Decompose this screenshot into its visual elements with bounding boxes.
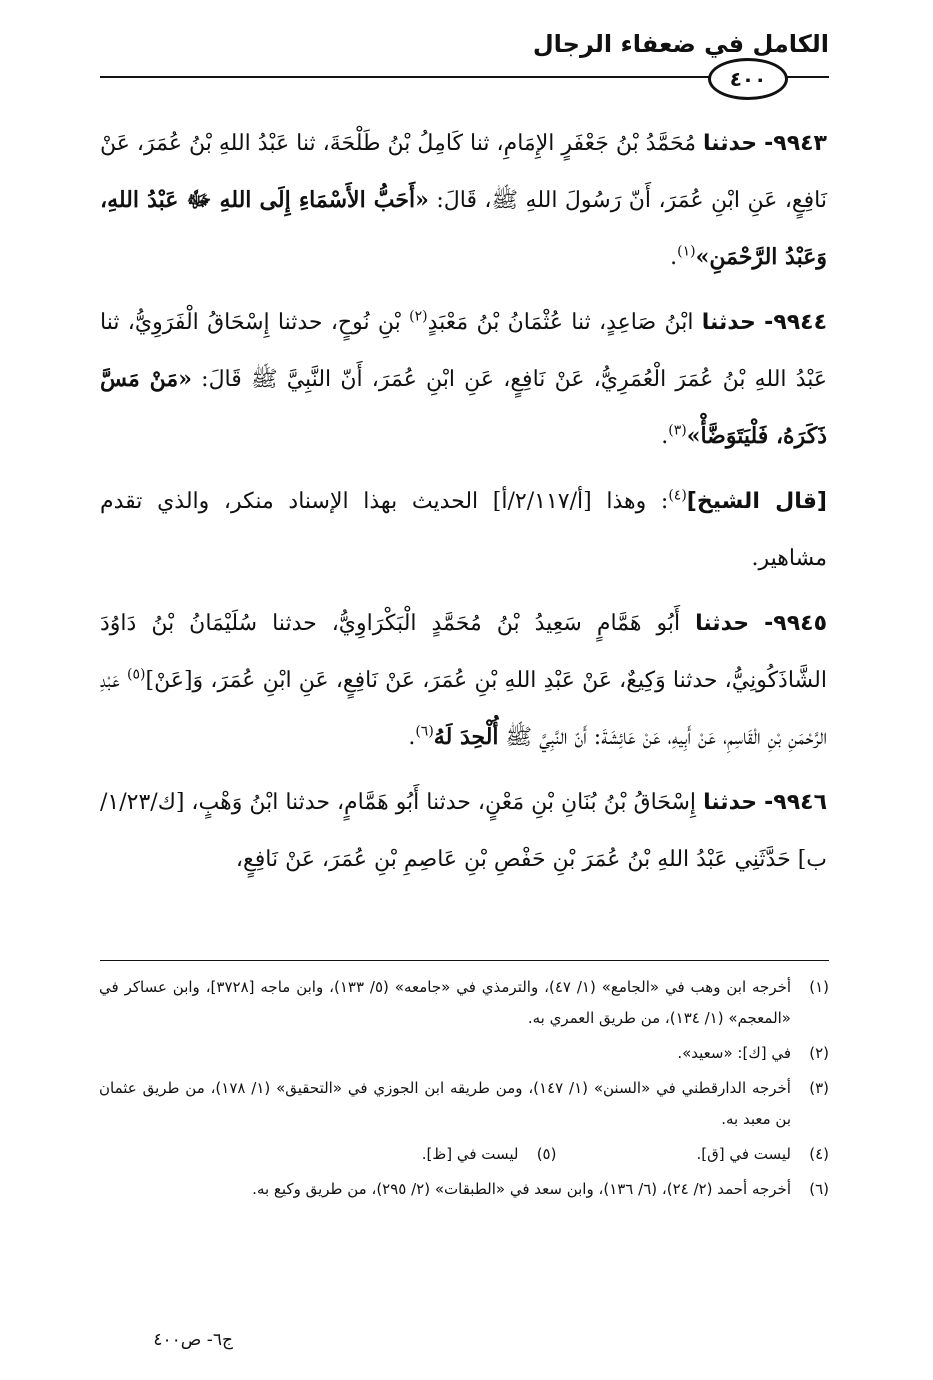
footnote-text: أخرجه أحمد (٢/ ٢٤)، (٦/ ١٣٦)، وابن سعد في «الطبقات» (٢/ ٢٩٥)، من طريق وكيع به.	[252, 1180, 791, 1198]
hadith-9944	[100, 294, 827, 465]
footnote-number: (١)	[809, 978, 829, 996]
shaykh-comment	[100, 473, 827, 587]
footnote-ref: (٤)	[668, 487, 687, 504]
hadith-9943	[100, 115, 827, 286]
footnote-pair	[99, 1139, 829, 1174]
hadith-keyword: حدثنا	[703, 790, 758, 815]
footnote-ref: (٥)	[127, 666, 146, 683]
hadith-quote: «أَحَبُّ الأَسْمَاءِ إِلَى اللهِ ﷻ عَبْدُ اللهِ، وَعَبْدُ الرَّحْمَنِ»	[100, 187, 827, 270]
hadith-matn: أُلْحِدَ لَهُ	[433, 724, 499, 750]
hadith-keyword: حدثنا	[701, 310, 756, 335]
book-title: الكامل في ضعفاء الرجال	[532, 30, 829, 58]
footnote	[99, 1073, 829, 1135]
hadith-chain: ابْنُ صَاعِدٍ، ثنا عُثْمَانُ بْنُ مَعْبَدٍ	[427, 310, 694, 335]
volume-page-signature: ج٦- ص٤٠٠	[153, 1330, 233, 1350]
hadith-keyword: حدثنا	[695, 611, 750, 636]
hadith-keyword: حدثنا	[703, 131, 758, 156]
footnote-text: أخرجه الدارقطني في «السنن» (١/ ١٤٧)، ومن طريقه ابن الجوزي في «التحقيق» (١/ ١٧٨)، من طريق عثمان بن معبد به.	[99, 1079, 791, 1128]
hadith-chain: أَبُو هَمَّامٍ سَعِيدُ بْنُ مُحَمَّدٍ الْبَكْرَاوِيُّ، حدثنا سُلَيْمَانُ بْنُ دَاوُدَ الشَّاذَكُونِيُّ، حدثنا وَكِيعٌ، عَنْ عَبْدِ اللهِ بْنِ عُمَرَ، عَنْ نَافِعٍ، عَنِ ابْنِ عُمَرَ، وَ[عَنْ]	[100, 611, 828, 693]
footnote	[99, 972, 829, 1034]
footnote-number: (٣)	[809, 1079, 829, 1097]
end-mark: .	[408, 725, 416, 750]
hadith-chain-cont: عَبْدِ الرَّحْمَنِ بْنِ الْقَاسِمِ، عَنْ أَبِيهِ، عَنْ عَائِشَةَ: أَنّ النَّبِيَّ ﷺ	[100, 668, 827, 750]
shaykh-label: [قال الشيخ]	[686, 489, 827, 514]
footnote	[99, 1038, 829, 1069]
footnote-number: (٢)	[809, 1044, 829, 1062]
end-mark: .	[670, 245, 678, 270]
footnote-ref: (٢)	[409, 308, 428, 325]
footnote	[99, 1174, 829, 1205]
footnote	[696, 1139, 829, 1170]
footnote-ref: (١)	[677, 243, 696, 260]
hadith-number: ٩٩٤٦-	[764, 790, 828, 815]
shaykh-text: : وهذا [أ/٢/١١٧/أ] الحديث بهذا الإسناد منكر، والذي تقدم مشاهير.	[100, 489, 827, 571]
footnote	[422, 1139, 557, 1170]
footnote-ref: (٣)	[668, 422, 687, 439]
hadith-number: ٩٩٤٣-	[764, 131, 827, 156]
page-number: ٤٠٠	[708, 58, 788, 100]
footnote-number: (٦)	[809, 1180, 829, 1198]
hadith-chain: إِسْحَاقُ بْنُ بُنَانِ بْنِ مَعْنٍ، حدثنا أَبُو هَمَّامٍ، حدثنا ابْنُ وَهْبٍ، [ك/١/٢٣/ب] حَدَّثَنِي عَبْدُ اللهِ بْنُ عُمَرَ بْنِ حَفْصِ بْنِ عَاصِمِ بْنِ عُمَرَ، عَنْ نَافِعٍ،	[100, 790, 827, 872]
hadith-chain-cont: بْنِ نُوحٍ، حدثنا إِسْحَاقُ الْفَرَوِيُّ، ثنا عَبْدُ اللهِ بْنُ عُمَرَ الْعُمَرِيُّ، عَنْ نَافِعٍ، عَنِ ابْنِ عُمَرَ، أَنّ النَّبِيَّ ﷺ قَالَ:	[100, 310, 828, 392]
hadith-number: ٩٩٤٥-	[764, 611, 827, 636]
footnote-text: أخرجه ابن وهب في «الجامع» (١/ ٤٧)، والترمذي في «جامعه» (٥/ ١٣٣)، وابن ماجه [٣٧٢٨]، وابن عساكر في «المعجم» (١/ ١٣٤)، من طريق العمري به.	[99, 978, 792, 1027]
footnote-text: ليست في [ق].	[696, 1145, 791, 1163]
footnote-number: (٤)	[809, 1145, 829, 1163]
hadith-chain: مُحَمَّدُ بْنُ جَعْفَرٍ الإِمَامِ، ثنا كَامِلُ بْنُ طَلْحَةَ، ثنا عَبْدُ اللهِ بْنُ عُمَرَ، عَنْ نَافِعٍ، عَنِ ابْنِ عُمَرَ، أَنّ رَسُولَ اللهِ ﷺ، قَالَ:	[100, 131, 827, 213]
end-mark: .	[661, 424, 669, 449]
footnotes	[99, 972, 829, 1209]
footnote-text: في [ك]: «سعيد».	[677, 1044, 791, 1062]
footnote-ref: (٦)	[415, 723, 434, 740]
hadith-number: ٩٩٤٤-	[764, 310, 828, 335]
footnote-separator	[100, 960, 829, 961]
main-text	[100, 115, 827, 896]
hadith-9946	[100, 774, 827, 888]
hadith-quote: «مَنْ مَسَّ ذَكَرَهُ، فَلْيَتَوَضَّأْ»	[100, 366, 827, 449]
footnote-number: (٥)	[536, 1145, 557, 1163]
footnote-text: ليست في [ظ].	[421, 1145, 519, 1163]
hadith-9945	[100, 595, 827, 766]
